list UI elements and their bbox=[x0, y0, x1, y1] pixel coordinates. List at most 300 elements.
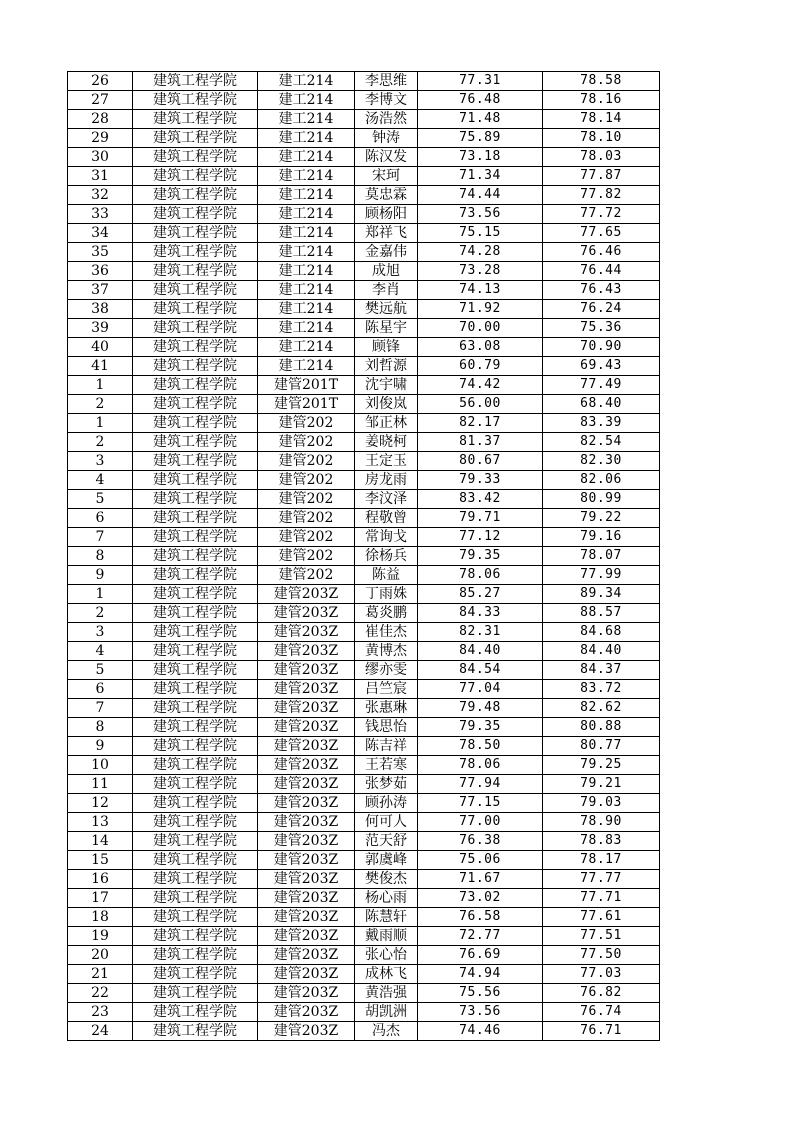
student-name-cell: 范天舒 bbox=[355, 832, 418, 851]
student-name-cell: 崔佳杰 bbox=[355, 623, 418, 642]
college-cell: 建筑工程学院 bbox=[133, 946, 258, 965]
college-cell: 建筑工程学院 bbox=[133, 471, 258, 490]
college-cell: 建筑工程学院 bbox=[133, 186, 258, 205]
college-cell: 建筑工程学院 bbox=[133, 528, 258, 547]
student-name-cell: 钱思怡 bbox=[355, 718, 418, 737]
score-b-cell: 76.44 bbox=[543, 262, 660, 281]
college-cell: 建筑工程学院 bbox=[133, 984, 258, 1003]
score-b-cell: 78.90 bbox=[543, 813, 660, 832]
student-name-cell: 樊俊杰 bbox=[355, 870, 418, 889]
class-cell: 建工214 bbox=[258, 167, 355, 186]
score-b-cell: 75.36 bbox=[543, 319, 660, 338]
table-row bbox=[68, 452, 660, 471]
class-cell: 建管203Z bbox=[258, 1022, 355, 1041]
student-name-cell: 程敬曾 bbox=[355, 509, 418, 528]
class-cell: 建管203Z bbox=[258, 623, 355, 642]
college-cell: 建筑工程学院 bbox=[133, 509, 258, 528]
college-cell: 建筑工程学院 bbox=[133, 338, 258, 357]
row-index-cell: 28 bbox=[68, 110, 133, 129]
score-b-cell: 82.62 bbox=[543, 699, 660, 718]
college-cell: 建筑工程学院 bbox=[133, 129, 258, 148]
row-index-cell: 35 bbox=[68, 243, 133, 262]
table-row bbox=[68, 376, 660, 395]
score-a-cell: 76.58 bbox=[418, 908, 543, 927]
row-index-cell: 1 bbox=[68, 376, 133, 395]
college-cell: 建筑工程学院 bbox=[133, 91, 258, 110]
student-name-cell: 李汶泽 bbox=[355, 490, 418, 509]
college-cell: 建筑工程学院 bbox=[133, 262, 258, 281]
student-name-cell: 李思维 bbox=[355, 72, 418, 91]
class-cell: 建管203Z bbox=[258, 908, 355, 927]
score-b-cell: 78.83 bbox=[543, 832, 660, 851]
row-index-cell: 31 bbox=[68, 167, 133, 186]
table-row bbox=[68, 509, 660, 528]
row-index-cell: 39 bbox=[68, 319, 133, 338]
college-cell: 建筑工程学院 bbox=[133, 376, 258, 395]
table-row bbox=[68, 148, 660, 167]
score-b-cell: 77.77 bbox=[543, 870, 660, 889]
college-cell: 建筑工程学院 bbox=[133, 680, 258, 699]
table-row bbox=[68, 794, 660, 813]
college-cell: 建筑工程学院 bbox=[133, 72, 258, 91]
row-index-cell: 12 bbox=[68, 794, 133, 813]
score-b-cell: 76.46 bbox=[543, 243, 660, 262]
class-cell: 建工214 bbox=[258, 357, 355, 376]
row-index-cell: 37 bbox=[68, 281, 133, 300]
student-name-cell: 吕竺宸 bbox=[355, 680, 418, 699]
student-name-cell: 成旭 bbox=[355, 262, 418, 281]
student-name-cell: 陈汉发 bbox=[355, 148, 418, 167]
score-a-cell: 84.54 bbox=[418, 661, 543, 680]
score-b-cell: 78.03 bbox=[543, 148, 660, 167]
score-a-cell: 78.06 bbox=[418, 756, 543, 775]
table-row bbox=[68, 110, 660, 129]
class-cell: 建管202 bbox=[258, 414, 355, 433]
row-index-cell: 2 bbox=[68, 433, 133, 452]
class-cell: 建管202 bbox=[258, 433, 355, 452]
row-index-cell: 19 bbox=[68, 927, 133, 946]
score-b-cell: 78.10 bbox=[543, 129, 660, 148]
student-name-cell: 陈慧轩 bbox=[355, 908, 418, 927]
class-cell: 建管202 bbox=[258, 490, 355, 509]
class-cell: 建管203Z bbox=[258, 984, 355, 1003]
row-index-cell: 10 bbox=[68, 756, 133, 775]
table-row bbox=[68, 91, 660, 110]
score-a-cell: 75.89 bbox=[418, 129, 543, 148]
score-b-cell: 78.07 bbox=[543, 547, 660, 566]
class-cell: 建管202 bbox=[258, 528, 355, 547]
class-cell: 建管202 bbox=[258, 547, 355, 566]
row-index-cell: 20 bbox=[68, 946, 133, 965]
score-b-cell: 88.57 bbox=[543, 604, 660, 623]
table-row bbox=[68, 718, 660, 737]
table-row bbox=[68, 224, 660, 243]
table-row bbox=[68, 319, 660, 338]
score-b-cell: 76.24 bbox=[543, 300, 660, 319]
row-index-cell: 15 bbox=[68, 851, 133, 870]
table-row bbox=[68, 585, 660, 604]
college-cell: 建筑工程学院 bbox=[133, 737, 258, 756]
row-index-cell: 13 bbox=[68, 813, 133, 832]
score-a-cell: 73.56 bbox=[418, 1003, 543, 1022]
table-row bbox=[68, 414, 660, 433]
row-index-cell: 21 bbox=[68, 965, 133, 984]
college-cell: 建筑工程学院 bbox=[133, 927, 258, 946]
table-row bbox=[68, 813, 660, 832]
table-row bbox=[68, 870, 660, 889]
college-cell: 建筑工程学院 bbox=[133, 813, 258, 832]
score-b-cell: 83.72 bbox=[543, 680, 660, 699]
score-a-cell: 71.92 bbox=[418, 300, 543, 319]
college-cell: 建筑工程学院 bbox=[133, 1022, 258, 1041]
score-a-cell: 75.15 bbox=[418, 224, 543, 243]
score-a-cell: 73.56 bbox=[418, 205, 543, 224]
score-b-cell: 76.71 bbox=[543, 1022, 660, 1041]
college-cell: 建筑工程学院 bbox=[133, 794, 258, 813]
row-index-cell: 11 bbox=[68, 775, 133, 794]
class-cell: 建管203Z bbox=[258, 585, 355, 604]
college-cell: 建筑工程学院 bbox=[133, 775, 258, 794]
score-a-cell: 76.48 bbox=[418, 91, 543, 110]
score-a-cell: 63.08 bbox=[418, 338, 543, 357]
student-name-cell: 黄博杰 bbox=[355, 642, 418, 661]
class-cell: 建管201T bbox=[258, 395, 355, 414]
student-name-cell: 何可人 bbox=[355, 813, 418, 832]
score-b-cell: 79.03 bbox=[543, 794, 660, 813]
score-a-cell: 70.00 bbox=[418, 319, 543, 338]
student-name-cell: 张梦茹 bbox=[355, 775, 418, 794]
student-name-cell: 杨心雨 bbox=[355, 889, 418, 908]
table-row bbox=[68, 490, 660, 509]
score-b-cell: 82.54 bbox=[543, 433, 660, 452]
table-row bbox=[68, 699, 660, 718]
score-a-cell: 73.28 bbox=[418, 262, 543, 281]
table-row bbox=[68, 851, 660, 870]
student-name-cell: 莫忠霖 bbox=[355, 186, 418, 205]
score-b-cell: 77.71 bbox=[543, 889, 660, 908]
row-index-cell: 32 bbox=[68, 186, 133, 205]
table-row bbox=[68, 984, 660, 1003]
class-cell: 建工214 bbox=[258, 338, 355, 357]
college-cell: 建筑工程学院 bbox=[133, 395, 258, 414]
table-row bbox=[68, 623, 660, 642]
class-cell: 建管203Z bbox=[258, 1003, 355, 1022]
score-a-cell: 83.42 bbox=[418, 490, 543, 509]
score-a-cell: 74.13 bbox=[418, 281, 543, 300]
student-name-cell: 樊远航 bbox=[355, 300, 418, 319]
score-b-cell: 80.88 bbox=[543, 718, 660, 737]
row-index-cell: 2 bbox=[68, 395, 133, 414]
row-index-cell: 17 bbox=[68, 889, 133, 908]
score-a-cell: 84.40 bbox=[418, 642, 543, 661]
table-row bbox=[68, 908, 660, 927]
row-index-cell: 22 bbox=[68, 984, 133, 1003]
student-name-cell: 刘俊岚 bbox=[355, 395, 418, 414]
class-cell: 建工214 bbox=[258, 110, 355, 129]
student-name-cell: 张心怡 bbox=[355, 946, 418, 965]
class-cell: 建工214 bbox=[258, 148, 355, 167]
score-a-cell: 76.38 bbox=[418, 832, 543, 851]
class-cell: 建工214 bbox=[258, 262, 355, 281]
class-cell: 建管203Z bbox=[258, 889, 355, 908]
class-cell: 建管203Z bbox=[258, 870, 355, 889]
score-table-container bbox=[67, 71, 660, 1041]
student-name-cell: 陈星宇 bbox=[355, 319, 418, 338]
college-cell: 建筑工程学院 bbox=[133, 205, 258, 224]
table-row bbox=[68, 471, 660, 490]
score-a-cell: 79.48 bbox=[418, 699, 543, 718]
student-name-cell: 李博文 bbox=[355, 91, 418, 110]
table-row bbox=[68, 547, 660, 566]
score-b-cell: 77.49 bbox=[543, 376, 660, 395]
score-a-cell: 75.06 bbox=[418, 851, 543, 870]
class-cell: 建工214 bbox=[258, 281, 355, 300]
score-b-cell: 84.68 bbox=[543, 623, 660, 642]
college-cell: 建筑工程学院 bbox=[133, 908, 258, 927]
row-index-cell: 3 bbox=[68, 452, 133, 471]
student-name-cell: 宋珂 bbox=[355, 167, 418, 186]
table-row bbox=[68, 1022, 660, 1041]
score-b-cell: 79.22 bbox=[543, 509, 660, 528]
score-a-cell: 84.33 bbox=[418, 604, 543, 623]
score-a-cell: 82.31 bbox=[418, 623, 543, 642]
class-cell: 建管203Z bbox=[258, 680, 355, 699]
row-index-cell: 36 bbox=[68, 262, 133, 281]
score-a-cell: 60.79 bbox=[418, 357, 543, 376]
score-a-cell: 79.35 bbox=[418, 547, 543, 566]
student-name-cell: 常询戈 bbox=[355, 528, 418, 547]
score-b-cell: 77.99 bbox=[543, 566, 660, 585]
table-row bbox=[68, 243, 660, 262]
table-row bbox=[68, 756, 660, 775]
table-row bbox=[68, 281, 660, 300]
row-index-cell: 16 bbox=[68, 870, 133, 889]
row-index-cell: 18 bbox=[68, 908, 133, 927]
table-row bbox=[68, 927, 660, 946]
score-a-cell: 74.44 bbox=[418, 186, 543, 205]
college-cell: 建筑工程学院 bbox=[133, 889, 258, 908]
college-cell: 建筑工程学院 bbox=[133, 566, 258, 585]
student-name-cell: 沈宇啸 bbox=[355, 376, 418, 395]
score-b-cell: 79.21 bbox=[543, 775, 660, 794]
score-b-cell: 77.50 bbox=[543, 946, 660, 965]
student-name-cell: 胡凯洲 bbox=[355, 1003, 418, 1022]
college-cell: 建筑工程学院 bbox=[133, 414, 258, 433]
college-cell: 建筑工程学院 bbox=[133, 832, 258, 851]
college-cell: 建筑工程学院 bbox=[133, 585, 258, 604]
class-cell: 建工214 bbox=[258, 72, 355, 91]
class-cell: 建工214 bbox=[258, 243, 355, 262]
score-b-cell: 69.43 bbox=[543, 357, 660, 376]
table-row bbox=[68, 433, 660, 452]
student-name-cell: 戴雨顺 bbox=[355, 927, 418, 946]
row-index-cell: 34 bbox=[68, 224, 133, 243]
score-a-cell: 76.69 bbox=[418, 946, 543, 965]
row-index-cell: 4 bbox=[68, 471, 133, 490]
row-index-cell: 27 bbox=[68, 91, 133, 110]
row-index-cell: 9 bbox=[68, 737, 133, 756]
student-name-cell: 张惠琳 bbox=[355, 699, 418, 718]
college-cell: 建筑工程学院 bbox=[133, 433, 258, 452]
row-index-cell: 30 bbox=[68, 148, 133, 167]
college-cell: 建筑工程学院 bbox=[133, 718, 258, 737]
college-cell: 建筑工程学院 bbox=[133, 756, 258, 775]
score-a-cell: 74.42 bbox=[418, 376, 543, 395]
score-b-cell: 84.40 bbox=[543, 642, 660, 661]
class-cell: 建管202 bbox=[258, 452, 355, 471]
college-cell: 建筑工程学院 bbox=[133, 281, 258, 300]
score-a-cell: 82.17 bbox=[418, 414, 543, 433]
row-index-cell: 5 bbox=[68, 661, 133, 680]
class-cell: 建管203Z bbox=[258, 851, 355, 870]
score-b-cell: 77.65 bbox=[543, 224, 660, 243]
student-name-cell: 缪亦雯 bbox=[355, 661, 418, 680]
college-cell: 建筑工程学院 bbox=[133, 243, 258, 262]
class-cell: 建工214 bbox=[258, 129, 355, 148]
college-cell: 建筑工程学院 bbox=[133, 661, 258, 680]
student-name-cell: 李肖 bbox=[355, 281, 418, 300]
score-b-cell: 80.99 bbox=[543, 490, 660, 509]
class-cell: 建管203Z bbox=[258, 604, 355, 623]
row-index-cell: 2 bbox=[68, 604, 133, 623]
class-cell: 建管202 bbox=[258, 509, 355, 528]
row-index-cell: 38 bbox=[68, 300, 133, 319]
score-a-cell: 74.28 bbox=[418, 243, 543, 262]
score-b-cell: 78.58 bbox=[543, 72, 660, 91]
row-index-cell: 3 bbox=[68, 623, 133, 642]
table-row bbox=[68, 528, 660, 547]
table-row bbox=[68, 832, 660, 851]
score-a-cell: 77.15 bbox=[418, 794, 543, 813]
score-b-cell: 82.06 bbox=[543, 471, 660, 490]
score-b-cell: 79.16 bbox=[543, 528, 660, 547]
table-row bbox=[68, 357, 660, 376]
student-name-cell: 陈吉祥 bbox=[355, 737, 418, 756]
student-name-cell: 金嘉伟 bbox=[355, 243, 418, 262]
college-cell: 建筑工程学院 bbox=[133, 965, 258, 984]
score-a-cell: 80.67 bbox=[418, 452, 543, 471]
table-row bbox=[68, 642, 660, 661]
score-b-cell: 89.34 bbox=[543, 585, 660, 604]
class-cell: 建管203Z bbox=[258, 927, 355, 946]
table-row bbox=[68, 680, 660, 699]
class-cell: 建工214 bbox=[258, 224, 355, 243]
table-row bbox=[68, 129, 660, 148]
table-row bbox=[68, 604, 660, 623]
student-name-cell: 陈益 bbox=[355, 566, 418, 585]
row-index-cell: 26 bbox=[68, 72, 133, 91]
student-name-cell: 葛炎鹏 bbox=[355, 604, 418, 623]
score-a-cell: 77.04 bbox=[418, 680, 543, 699]
student-name-cell: 顾孙涛 bbox=[355, 794, 418, 813]
score-a-cell: 74.94 bbox=[418, 965, 543, 984]
table-row bbox=[68, 72, 660, 91]
class-cell: 建工214 bbox=[258, 300, 355, 319]
class-cell: 建管203Z bbox=[258, 699, 355, 718]
score-b-cell: 68.40 bbox=[543, 395, 660, 414]
table-row bbox=[68, 1003, 660, 1022]
table-row bbox=[68, 262, 660, 281]
row-index-cell: 40 bbox=[68, 338, 133, 357]
score-a-cell: 78.50 bbox=[418, 737, 543, 756]
table-row bbox=[68, 338, 660, 357]
class-cell: 建工214 bbox=[258, 91, 355, 110]
score-table bbox=[67, 71, 660, 1041]
student-name-cell: 汤浩然 bbox=[355, 110, 418, 129]
score-b-cell: 77.72 bbox=[543, 205, 660, 224]
row-index-cell: 14 bbox=[68, 832, 133, 851]
college-cell: 建筑工程学院 bbox=[133, 357, 258, 376]
score-a-cell: 85.27 bbox=[418, 585, 543, 604]
table-row bbox=[68, 775, 660, 794]
college-cell: 建筑工程学院 bbox=[133, 167, 258, 186]
score-b-cell: 77.51 bbox=[543, 927, 660, 946]
score-b-cell: 78.14 bbox=[543, 110, 660, 129]
row-index-cell: 6 bbox=[68, 680, 133, 699]
class-cell: 建管203Z bbox=[258, 965, 355, 984]
student-name-cell: 王定玉 bbox=[355, 452, 418, 471]
score-a-cell: 77.12 bbox=[418, 528, 543, 547]
college-cell: 建筑工程学院 bbox=[133, 148, 258, 167]
score-b-cell: 83.39 bbox=[543, 414, 660, 433]
score-a-cell: 71.34 bbox=[418, 167, 543, 186]
class-cell: 建工214 bbox=[258, 186, 355, 205]
student-name-cell: 钟涛 bbox=[355, 129, 418, 148]
class-cell: 建管203Z bbox=[258, 642, 355, 661]
score-b-cell: 77.03 bbox=[543, 965, 660, 984]
table-row bbox=[68, 965, 660, 984]
student-name-cell: 房龙雨 bbox=[355, 471, 418, 490]
score-a-cell: 77.94 bbox=[418, 775, 543, 794]
college-cell: 建筑工程学院 bbox=[133, 224, 258, 243]
college-cell: 建筑工程学院 bbox=[133, 699, 258, 718]
row-index-cell: 41 bbox=[68, 357, 133, 376]
college-cell: 建筑工程学院 bbox=[133, 452, 258, 471]
score-b-cell: 77.61 bbox=[543, 908, 660, 927]
row-index-cell: 9 bbox=[68, 566, 133, 585]
class-cell: 建工214 bbox=[258, 205, 355, 224]
college-cell: 建筑工程学院 bbox=[133, 490, 258, 509]
college-cell: 建筑工程学院 bbox=[133, 319, 258, 338]
score-b-cell: 76.82 bbox=[543, 984, 660, 1003]
score-a-cell: 78.06 bbox=[418, 566, 543, 585]
row-index-cell: 29 bbox=[68, 129, 133, 148]
college-cell: 建筑工程学院 bbox=[133, 604, 258, 623]
score-a-cell: 71.48 bbox=[418, 110, 543, 129]
row-index-cell: 7 bbox=[68, 699, 133, 718]
college-cell: 建筑工程学院 bbox=[133, 642, 258, 661]
table-row bbox=[68, 737, 660, 756]
score-a-cell: 77.31 bbox=[418, 72, 543, 91]
class-cell: 建管202 bbox=[258, 566, 355, 585]
class-cell: 建管203Z bbox=[258, 832, 355, 851]
student-name-cell: 顾杨阳 bbox=[355, 205, 418, 224]
table-row bbox=[68, 946, 660, 965]
table-row bbox=[68, 395, 660, 414]
score-a-cell: 81.37 bbox=[418, 433, 543, 452]
row-index-cell: 4 bbox=[68, 642, 133, 661]
table-row bbox=[68, 566, 660, 585]
student-name-cell: 黄浩强 bbox=[355, 984, 418, 1003]
table-row bbox=[68, 205, 660, 224]
table-row bbox=[68, 186, 660, 205]
college-cell: 建筑工程学院 bbox=[133, 110, 258, 129]
row-index-cell: 1 bbox=[68, 585, 133, 604]
score-b-cell: 84.37 bbox=[543, 661, 660, 680]
student-name-cell: 顾锋 bbox=[355, 338, 418, 357]
row-index-cell: 8 bbox=[68, 547, 133, 566]
student-name-cell: 姜晓柯 bbox=[355, 433, 418, 452]
